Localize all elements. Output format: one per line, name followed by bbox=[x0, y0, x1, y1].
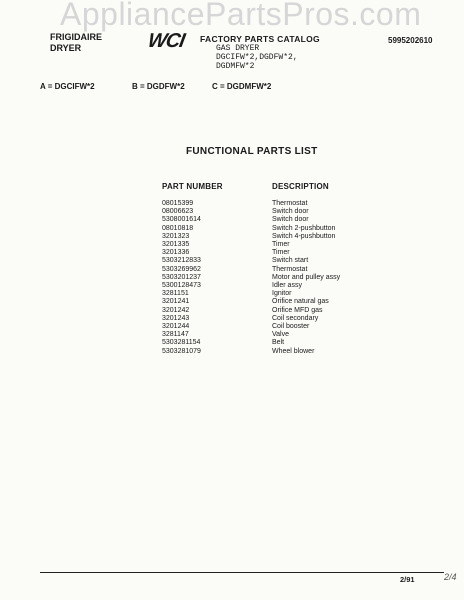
part-number: 3201323 bbox=[162, 232, 190, 240]
part-number: 5303201237 bbox=[162, 273, 201, 281]
part-row bbox=[162, 216, 340, 224]
part-row bbox=[162, 208, 340, 216]
part-number: 3201244 bbox=[162, 323, 190, 331]
part-row bbox=[162, 348, 340, 356]
part-number: 08010818 bbox=[162, 224, 194, 232]
part-description: Belt bbox=[272, 339, 285, 347]
brand-block bbox=[50, 32, 102, 54]
part-row bbox=[162, 323, 340, 331]
part-number: 3201335 bbox=[162, 241, 190, 249]
part-description: Thermostat bbox=[272, 200, 308, 207]
part-number: 5303212833 bbox=[162, 257, 201, 265]
legend-b: B = DGDFW*2 bbox=[132, 82, 185, 91]
brand-name: FRIGIDAIRE bbox=[50, 32, 103, 42]
part-row bbox=[162, 307, 340, 315]
part-description: Motor and pulley assy bbox=[272, 273, 341, 281]
footer-date: 2/91 bbox=[400, 575, 415, 584]
part-description: Switch 2-pushbutton bbox=[272, 224, 336, 232]
part-description: Coil booster bbox=[272, 323, 310, 331]
footer-rule bbox=[40, 572, 444, 573]
part-description: Timer bbox=[272, 241, 290, 249]
part-number: 5303281079 bbox=[162, 347, 201, 355]
catalog-title: FACTORY PARTS CATALOG bbox=[200, 34, 320, 44]
part-row bbox=[162, 225, 340, 233]
part-row bbox=[162, 249, 340, 257]
part-description: Switch start bbox=[272, 257, 309, 265]
model-list-line: DGCIFW*2,DGDFW*2, bbox=[216, 53, 298, 62]
part-row bbox=[162, 315, 340, 323]
part-description: Switch door bbox=[272, 208, 309, 216]
part-number: 08006623 bbox=[162, 208, 194, 216]
handwritten-note: 2/4 bbox=[444, 572, 457, 582]
part-description: Coil secondary bbox=[272, 314, 319, 322]
part-number: 08015399 bbox=[162, 200, 194, 207]
part-description: Switch door bbox=[272, 216, 309, 224]
section-title: FUNCTIONAL PARTS LIST bbox=[186, 146, 318, 157]
part-row bbox=[162, 331, 340, 339]
catalog-part-number: 5995202610 bbox=[388, 36, 433, 45]
part-row bbox=[162, 266, 340, 274]
brand-product: DRYER bbox=[50, 43, 82, 53]
part-number: 5308001614 bbox=[162, 216, 201, 224]
part-row bbox=[162, 233, 340, 241]
part-description: Orifice natural gas bbox=[272, 298, 329, 306]
legend-a: A = DGCIFW*2 bbox=[40, 82, 95, 91]
part-number: 3201243 bbox=[162, 314, 190, 322]
part-row bbox=[162, 274, 340, 282]
part-row bbox=[162, 257, 340, 265]
watermark: AppliancePartsPros.com bbox=[60, 0, 422, 32]
part-description: Wheel blower bbox=[272, 347, 315, 355]
part-row bbox=[162, 282, 340, 290]
part-description: Valve bbox=[272, 331, 289, 339]
column-header-description: DESCRIPTION bbox=[272, 182, 329, 191]
product-type: GAS DRYER bbox=[216, 44, 260, 53]
part-row bbox=[162, 200, 340, 208]
part-description: Ignitor bbox=[272, 290, 292, 298]
part-number: 5300128473 bbox=[162, 282, 201, 290]
parts-list bbox=[162, 200, 340, 356]
part-number: 3201241 bbox=[162, 298, 190, 306]
model-list bbox=[216, 53, 298, 71]
part-number: 3281147 bbox=[162, 331, 189, 339]
part-row bbox=[162, 339, 340, 347]
legend-c: C = DGDMFW*2 bbox=[212, 82, 272, 91]
part-description: Thermostat bbox=[272, 265, 308, 273]
part-number: 3281151 bbox=[162, 290, 189, 298]
model-list-line: DGDMFW*2 bbox=[216, 62, 255, 71]
part-description: Switch 4-pushbutton bbox=[272, 232, 336, 240]
part-description: Timer bbox=[272, 249, 290, 257]
part-number: 3201242 bbox=[162, 306, 190, 314]
part-row bbox=[162, 290, 340, 298]
part-description: Idler assy bbox=[272, 282, 302, 290]
part-row bbox=[162, 298, 340, 306]
part-row bbox=[162, 241, 340, 249]
part-number: 5303281154 bbox=[162, 339, 201, 347]
column-header-part-number: PART NUMBER bbox=[162, 182, 223, 191]
part-number: 5303269962 bbox=[162, 265, 201, 273]
wci-logo: WCI bbox=[146, 30, 186, 52]
part-number: 3201336 bbox=[162, 249, 190, 257]
part-description: Orifice MFD gas bbox=[272, 306, 323, 314]
